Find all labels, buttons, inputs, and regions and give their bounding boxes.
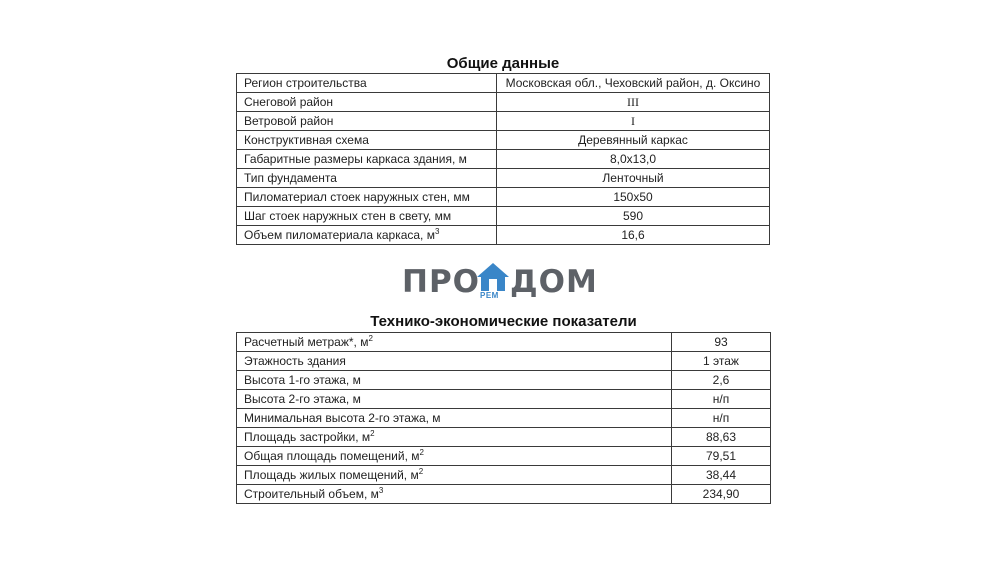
row-label-text: Строительный объем, м [244,487,379,501]
table-row [237,466,771,485]
table-row [237,409,771,428]
row-label: Пиломатериал стоек наружных стен, мм [237,188,497,207]
table-row [237,390,771,409]
table-row [237,485,771,504]
row-value: 234,90 [672,485,771,504]
row-label [237,333,672,352]
table-row [237,226,770,245]
row-value: 38,44 [672,466,771,485]
row-value: 8,0х13,0 [497,150,770,169]
unit-exponent: 2 [418,467,424,476]
unit-exponent: 3 [378,486,384,495]
row-label-text: Площадь застройки, м [244,430,371,444]
table-row [237,112,770,131]
row-label: Этажность здания [237,352,672,371]
row-value: I [497,112,770,131]
unit-exponent: 2 [419,448,424,457]
row-value: н/п [672,409,771,428]
row-label: Тип фундамента [237,169,497,188]
unit-exponent: 3 [434,227,440,236]
logo-word-dom: ДОМ [510,264,598,300]
row-label: Снеговой район [237,93,497,112]
logo-word-pro: ПРО [402,264,481,300]
row-label-text: Расчетный метраж*, м [244,335,369,349]
row-label: Ветровой район [237,112,497,131]
row-value: 1 этаж [672,352,771,371]
row-label-text: Общая площадь помещений, м [244,449,420,463]
table-row [237,447,771,466]
logo-sub-rem: РЕМ [480,291,499,300]
tech-indicators-title: Технико-экономические показатели [370,313,637,330]
row-value: 2,6 [672,371,771,390]
row-label [237,428,672,447]
row-value: Ленточный [497,169,770,188]
row-value: 93 [672,333,771,352]
row-value: 79,51 [672,447,771,466]
row-label: Минимальная высота 2-го этажа, м [237,409,672,428]
row-value: 590 [497,207,770,226]
row-label [237,466,672,485]
table-row [237,352,771,371]
row-label: Конструктивная схема [237,131,497,150]
table-row [237,131,770,150]
table-row [237,74,770,93]
unit-exponent: 2 [368,334,373,343]
row-value: 150х50 [497,188,770,207]
row-label: Габаритные размеры каркаса здания, м [237,150,497,169]
table-row [237,93,770,112]
row-label: Высота 2-го этажа, м [237,390,672,409]
row-label [237,447,672,466]
row-label: Шаг стоек наружных стен в свету, мм [237,207,497,226]
row-value: 16,6 [497,226,770,245]
table-row [237,150,770,169]
row-label [237,226,497,245]
row-label: Регион строительства [237,74,497,93]
tech-indicators-table [236,332,771,504]
row-value: 88,63 [672,428,771,447]
unit-exponent: 2 [370,429,375,438]
row-value: Деревянный каркас [497,131,770,150]
row-value: Московская обл., Чеховский район, д. Оксино [497,74,770,93]
general-data-table [236,73,770,245]
general-data-title: Общие данные [446,55,560,72]
house-icon [476,262,510,292]
row-value: н/п [672,390,771,409]
row-value: III [497,93,770,112]
table-row [237,169,770,188]
table-row [237,207,770,226]
row-label [237,485,672,504]
prodom-logo [398,262,603,302]
table-row [237,428,771,447]
table-row [237,371,771,390]
row-label-text: Объем пиломатериала каркаса, м [244,228,435,242]
table-row [237,188,770,207]
row-label-text: Площадь жилых помещений, м [244,468,419,482]
table-row [237,333,771,352]
row-label: Высота 1-го этажа, м [237,371,672,390]
